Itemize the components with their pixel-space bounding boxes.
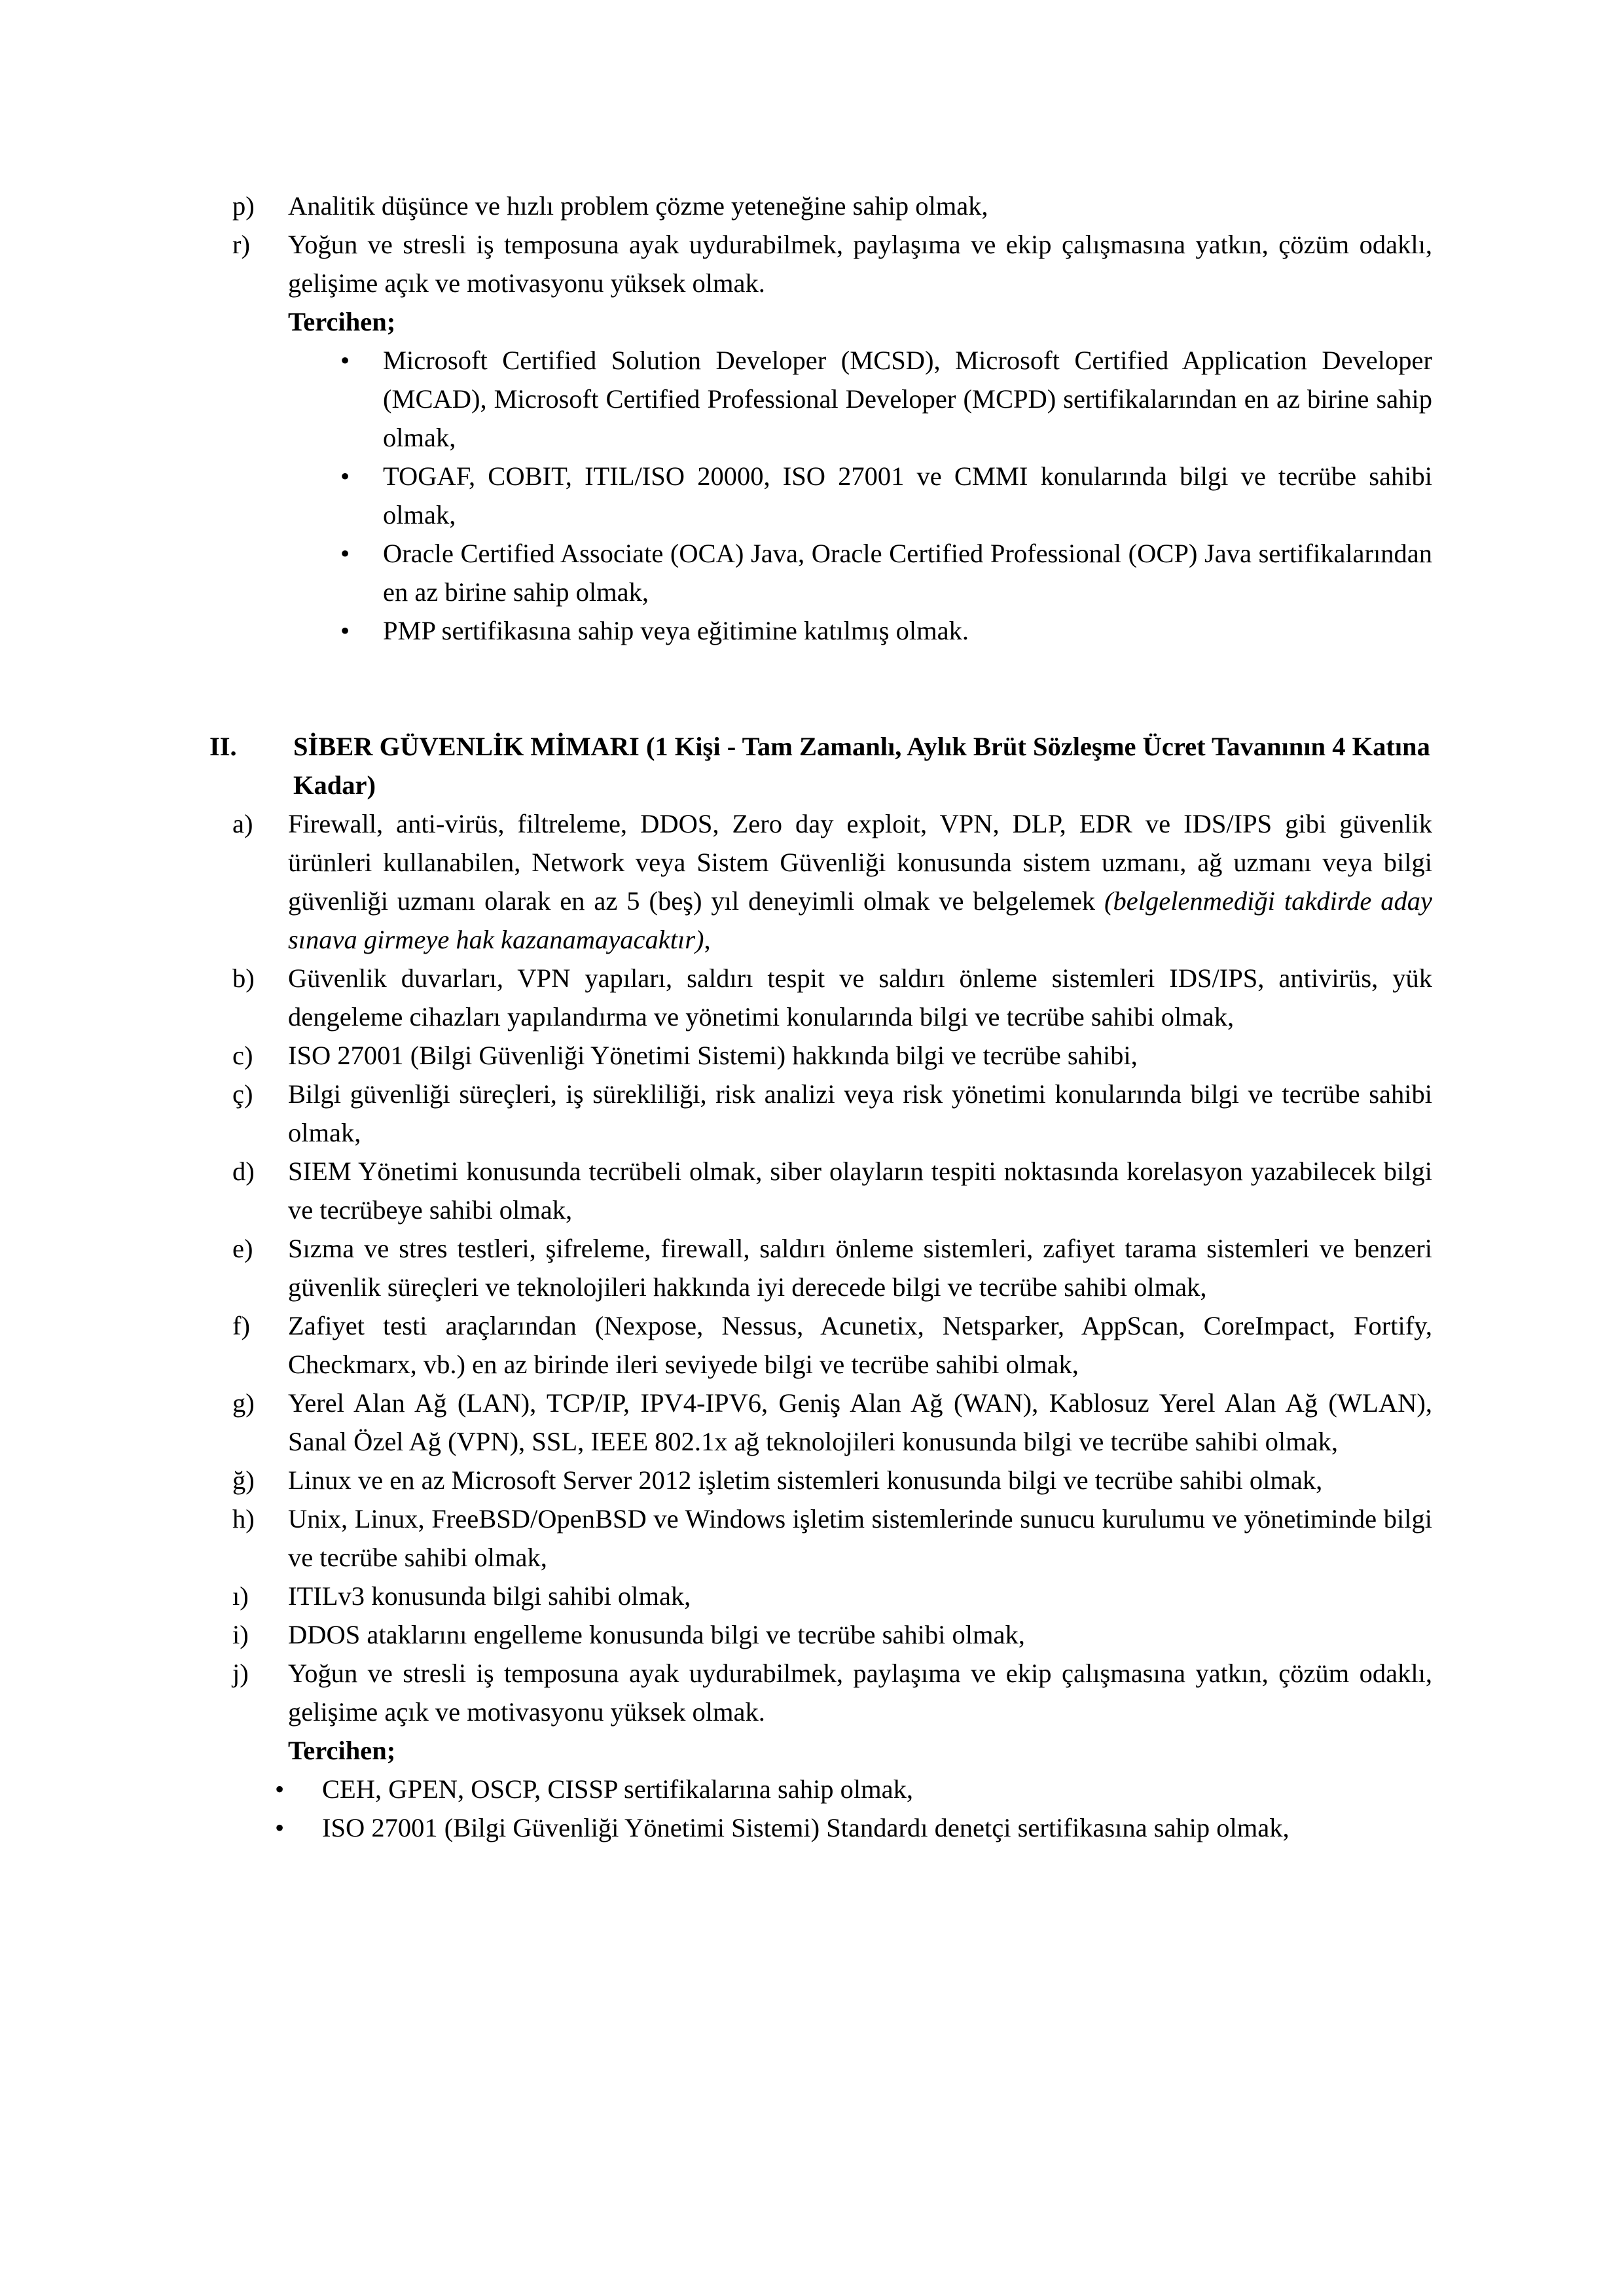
list-item: [209, 187, 1432, 225]
list-marker: e): [232, 1234, 253, 1263]
tercihen-bullet-list-2: [209, 1770, 1432, 1847]
list-item-text: Microsoft Certified Solution Developer (MCSD), Microsoft Certified Application Developer (MCAD), Microsoft Certified Professional Developer (MCPD) sertifikalarından en az birine sahip olmak,: [383, 346, 1432, 452]
section-gap: [209, 650, 1432, 689]
list-item: [209, 1229, 1432, 1306]
list-item-text: Yoğun ve stresli iş temposuna ayak uydurabilmek, paylaşıma ve ekip çalışmasına yatkın, çözüm odaklı, gelişime açık ve motivasyonu yüksek olmak.: [288, 230, 1432, 298]
list-item: [209, 1384, 1432, 1461]
list-item-text: SIEM Yönetimi konusunda tecrübeli olmak, siber olayların tespiti noktasında korelasyon yazabilecek bilgi ve tecrübeye sahibi olmak,: [288, 1157, 1432, 1225]
list-item: [209, 1770, 1432, 1808]
page-title: SİBER GÜVENLİK MİMARI (1 Kişi - Tam Zamanlı, Aylık Brüt Sözleşme Ücret Tavanının 4 Katına Kadar): [293, 732, 1430, 800]
list-item-text: Unix, Linux, FreeBSD/OpenBSD ve Windows işletim sistemlerinde sunucu kurulumu ve yönetiminde bilgi ve tecrübe sahibi olmak,: [288, 1504, 1432, 1572]
list-item: [209, 959, 1432, 1036]
list-item-text: Zafiyet testi araçlarından (Nexpose, Nessus, Acunetix, Netsparker, AppScan, CoreImpact, Fortify, Checkmarx, vb.) en az birinde ileri seviyede bilgi ve tecrübe sahibi olmak,: [288, 1311, 1432, 1379]
list-item-text: Güvenlik duvarları, VPN yapıları, saldırı tespit ve saldırı önleme sistemleri IDS/IPS, antivirüs, yük dengeleme cihazları yapılandırma ve yönetimi konularında bilgi ve tecrübe sahibi olmak,: [288, 963, 1432, 1031]
list-marker: p): [232, 191, 255, 221]
list-item-text: Oracle Certified Associate (OCA) Java, Oracle Certified Professional (OCP) Java sertifikalarından en az birine sahip olmak,: [383, 539, 1432, 607]
list-item: [209, 1577, 1432, 1615]
list-item-text: CEH, GPEN, OSCP, CISSP sertifikalarına sahip olmak,: [322, 1774, 914, 1804]
list-marker: ğ): [232, 1465, 255, 1495]
list-marker: a): [232, 809, 253, 838]
list-item-text: ISO 27001 (Bilgi Güvenliği Yönetimi Sistemi) hakkında bilgi ve tecrübe sahibi,: [288, 1041, 1138, 1070]
list-item: [209, 804, 1432, 959]
list-item-text: [288, 804, 1432, 959]
list-marker: d): [232, 1157, 255, 1186]
list-marker: h): [232, 1504, 255, 1534]
list-marker: i): [232, 1620, 249, 1649]
section-marker: II.: [209, 732, 237, 761]
list-item-text: Yerel Alan Ağ (LAN), TCP/IP, IPV4-IPV6, Geniş Alan Ağ (WAN), Kablosuz Yerel Alan Ağ (WLAN), Sanal Özel Ağ (VPN), SSL, IEEE 802.1x ağ teknolojileri konusunda bilgi ve tecrübe sahibi olmak,: [288, 1388, 1432, 1456]
list-item-text: Yoğun ve stresli iş temposuna ayak uydurabilmek, paylaşıma ve ekip çalışmasına yatkın, çözüm odaklı, gelişime açık ve motivasyonu yüksek olmak.: [288, 1659, 1432, 1727]
list-item: [209, 1306, 1432, 1384]
list-item-text-italic: (belgelenmediği takdirde aday sınava girmeye hak kazanamayacaktır): [288, 886, 1432, 954]
list-marker: g): [232, 1388, 255, 1418]
list-item-text: Bilgi güvenliği süreçleri, iş sürekliliği, risk analizi veya risk yönetimi konularında bilgi ve tecrübe sahibi olmak,: [288, 1079, 1432, 1147]
list-item-text-tail: ,: [704, 925, 711, 954]
section-requirements-list: [209, 804, 1432, 1731]
tercihen-heading-2: Tercihen;: [288, 1736, 396, 1765]
list-marker: j): [232, 1659, 249, 1688]
list-item-text: Linux ve en az Microsoft Server 2012 işletim sistemleri konusunda bilgi ve tecrübe sahibi olmak,: [288, 1465, 1323, 1495]
list-item: [209, 225, 1432, 302]
list-item: [209, 341, 1432, 457]
list-item: [209, 1152, 1432, 1229]
list-item-text: ISO 27001 (Bilgi Güvenliği Yönetimi Sistemi) Standardı denetçi sertifikasına sahip olmak,: [322, 1813, 1290, 1842]
list-item: [209, 1461, 1432, 1499]
list-item-text: PMP sertifikasına sahip veya eğitimine katılmış olmak.: [383, 616, 969, 645]
list-item-text: Sızma ve stres testleri, şifreleme, firewall, saldırı önleme sistemleri, zafiyet tarama sistemleri ve benzeri güvenlik süreçleri ve teknolojileri hakkında iyi derecede bilgi ve tecrübe sahibi olmak,: [288, 1234, 1432, 1302]
bullet-icon: •: [340, 539, 350, 568]
list-item-text: TOGAF, COBIT, ITIL/ISO 20000, ISO 27001 ve CMMI konularında bilgi ve tecrübe sahibi olmak,: [383, 461, 1432, 529]
list-item: [209, 1615, 1432, 1654]
list-item: [209, 1654, 1432, 1731]
list-item-text: DDOS ataklarını engelleme konusunda bilgi ve tecrübe sahibi olmak,: [288, 1620, 1025, 1649]
list-item-text: Analitik düşünce ve hızlı problem çözme yeteneğine sahip olmak,: [288, 191, 988, 221]
list-item: [209, 1036, 1432, 1075]
list-item: [209, 1808, 1432, 1847]
bullet-icon: •: [340, 461, 350, 491]
bullet-icon: •: [340, 616, 350, 645]
bullet-icon: •: [275, 1774, 285, 1804]
list-item: [209, 534, 1432, 611]
tercihen-bullet-list-1: [209, 341, 1432, 650]
list-marker: r): [232, 230, 250, 259]
tercihen-heading-1: Tercihen;: [288, 307, 396, 336]
list-item-text: ITILv3 konusunda bilgi sahibi olmak,: [288, 1581, 691, 1611]
bullet-icon: •: [275, 1813, 285, 1842]
list-item: [209, 1499, 1432, 1577]
list-marker: ç): [232, 1079, 253, 1109]
list-marker: ı): [232, 1581, 249, 1611]
bullet-icon: •: [340, 346, 350, 375]
list-item: [209, 1075, 1432, 1152]
section-heading: [209, 727, 1432, 804]
list-marker: c): [232, 1041, 253, 1070]
list-item-text-plain: Firewall, anti-virüs, filtreleme, DDOS, Zero day exploit, VPN, DLP, EDR ve IDS/IPS gibi güvenlik ürünleri kullanabilen, Network veya Sistem Güvenliği konusunda sistem uzmanı, ağ uzmanı veya bilgi güvenliği uzmanı olarak en az 5 (beş) yıl deneyimli olmak ve belgelemek: [288, 809, 1432, 916]
top-requirements-list: [209, 187, 1432, 302]
list-marker: f): [232, 1311, 250, 1340]
page-content: [209, 187, 1432, 1847]
list-item: [209, 457, 1432, 534]
list-marker: b): [232, 963, 255, 993]
list-item: [209, 611, 1432, 650]
